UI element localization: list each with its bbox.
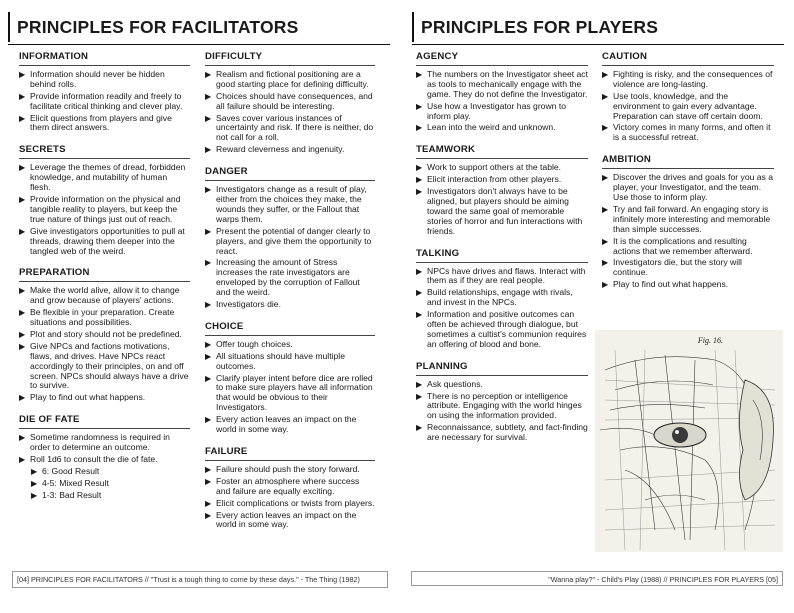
- bullet-icon: ▶: [416, 187, 423, 197]
- bullet-item: [205, 145, 375, 155]
- bullet-text: 4-5: Mixed Result: [42, 477, 109, 488]
- bullet-text: Foster an atmosphere where success and failure are equally exciting.: [216, 475, 360, 496]
- bullet-icon: ▶: [19, 308, 26, 318]
- bullet-text: 1-3: Bad Result: [42, 489, 102, 500]
- bullet-icon: ▶: [416, 175, 423, 185]
- bullet-item: [416, 187, 588, 237]
- bullet-text: Victory comes in many forms, and often it is a successful retreat.: [613, 122, 771, 143]
- bullet-item: [205, 227, 375, 257]
- bullet-text: Give investigators opportunities to pull at threads, drawing them deeper into the tangled web of the weird.: [30, 225, 185, 256]
- section-title: CHOICE: [205, 317, 375, 336]
- bullet-icon: ▶: [205, 464, 212, 474]
- bullet-item: [205, 70, 375, 90]
- bullet-icon: ▶: [19, 113, 26, 123]
- sub-bullet-item: [31, 467, 190, 477]
- bullet-item: [205, 185, 375, 225]
- section-title: PLANNING: [416, 357, 588, 376]
- bullet-text: Build relationships, engage with rivals, and invest in the NPCs.: [427, 287, 573, 308]
- bullet-text: Leverage the themes of dread, forbidden knowledge, and mutability of human flesh.: [30, 162, 186, 193]
- bullet-icon: ▶: [19, 91, 26, 101]
- bullet-item: [602, 70, 774, 90]
- section: [205, 162, 375, 310]
- section-title: DIFFICULTY: [205, 47, 375, 66]
- bullet-item: [416, 123, 588, 133]
- bullet-icon: ▶: [602, 280, 609, 290]
- bullet-text: Use tools, knowledge, and the environment to gain every advantage. Preparation can stave off certain doom.: [613, 90, 763, 121]
- bullet-icon: ▶: [416, 423, 423, 433]
- bullet-item: [19, 455, 190, 465]
- bullet-item: [416, 163, 588, 173]
- bullet-item: [602, 237, 774, 257]
- title-rule: [8, 44, 390, 45]
- bullet-icon: ▶: [19, 226, 26, 236]
- bullet-icon: ▶: [19, 341, 26, 351]
- bullet-text: Provide information readily and freely to facilitate critical thinking and clever play.: [30, 90, 183, 111]
- bullet-icon: ▶: [602, 258, 609, 268]
- bullet-icon: ▶: [19, 455, 26, 464]
- bullet-text: All situations should have multiple outcomes.: [216, 350, 345, 371]
- section-title: INFORMATION: [19, 47, 190, 66]
- bullet-icon: ▶: [205, 226, 212, 236]
- figure-label: Fig. 16.: [697, 336, 723, 345]
- bullet-icon: ▶: [19, 163, 26, 173]
- section: [19, 140, 190, 256]
- bullet-item: [416, 423, 588, 443]
- bullet-text: Clarify player intent before dice are rolled to make sure players have all information that would be obvious to their Investigators.: [216, 372, 373, 413]
- bullet-icon: ▶: [416, 379, 423, 389]
- sub-bullet-item: [31, 491, 190, 501]
- bullet-text: Failure should push the story forward.: [216, 463, 360, 474]
- bullet-text: Use how a Investigator has grown to inform play.: [427, 100, 567, 121]
- bullet-text: Provide information on the physical and tangible reality to players, but keep the true nature of things just out of reach.: [30, 193, 181, 224]
- bullet-icon: ▶: [19, 194, 26, 204]
- section-title: TEAMWORK: [416, 140, 588, 159]
- bullet-item: [19, 92, 190, 112]
- bullet-icon: ▶: [19, 393, 26, 403]
- bullet-item: [19, 227, 190, 257]
- bullet-text: Every action leaves an impact on the world in some way.: [216, 414, 357, 435]
- bullet-text: Realism and fictional positioning are a good starting place for defining difficulty.: [216, 68, 369, 89]
- section: [416, 244, 588, 350]
- bullet-icon: ▶: [205, 69, 212, 79]
- bullet-icon: ▶: [416, 123, 423, 133]
- section: [19, 47, 190, 133]
- sub-bullet-item: [31, 479, 190, 489]
- bullet-icon: ▶: [19, 286, 26, 296]
- bullet-text: Information should never be hidden behind rolls.: [30, 68, 165, 89]
- bullet-item: [416, 175, 588, 185]
- bullet-text: There is no perception or intelligence attribute. Engaging with the world hinges on using the information provided.: [427, 390, 582, 421]
- section-title: FAILURE: [205, 442, 375, 461]
- bullet-item: [19, 114, 190, 134]
- bullet-text: Information and positive outcomes can often be achieved through dialogue, but sometimes a cultist's communion requires an offering of blood and bone.: [427, 309, 587, 349]
- section-title: TALKING: [416, 244, 588, 263]
- bullet-text: NPCs have drives and flaws. Interact with them as if they are real people.: [427, 265, 586, 286]
- bullet-icon: ▶: [19, 329, 26, 339]
- section: [602, 150, 774, 290]
- bullet-text: Roll 1d6 to consult the die of fate.: [30, 454, 158, 464]
- page-footer: "Wanna play?" - Child's Play (1988) // PRINCIPLES FOR PLAYERS [05]: [411, 571, 783, 586]
- bullet-item: [205, 374, 375, 414]
- section: [205, 47, 375, 155]
- bullet-icon: ▶: [602, 123, 609, 133]
- bullet-item: [19, 342, 190, 392]
- bullet-icon: ▶: [602, 204, 609, 214]
- right-column-2: [602, 47, 774, 297]
- bullet-item: [602, 280, 774, 290]
- bullet-item: [19, 163, 190, 193]
- bullet-text: The numbers on the Investigator sheet act as tools to mechanically engage with the game. They do not define the Investigator.: [427, 68, 588, 99]
- bullet-text: Fighting is risky, and the consequences of violence are long-lasting.: [613, 68, 773, 89]
- bullet-text: Investigators die, but the story will continue.: [613, 257, 742, 278]
- bullet-icon: ▶: [205, 258, 212, 268]
- bullet-icon: ▶: [205, 351, 212, 361]
- bullet-text: Discover the drives and goals for you as a player, your Investigator, and the team. Use those to inform play.: [613, 172, 774, 202]
- bullet-text: Play to find out what happens.: [613, 279, 729, 290]
- bullet-item: [19, 286, 190, 306]
- bullet-item: [205, 114, 375, 144]
- bullet-icon: ▶: [205, 339, 212, 349]
- bullet-text: Every action leaves an impact on the world in some way.: [216, 509, 357, 530]
- bullet-text: Plot and story should not be predefined.: [30, 328, 182, 339]
- bullet-item: [602, 92, 774, 122]
- face-dissection-drawing: [595, 330, 783, 552]
- left-column-1: [19, 47, 190, 508]
- right-column-1: [416, 47, 588, 450]
- bullet-icon: ▶: [416, 288, 423, 298]
- bullet-item: [602, 173, 774, 203]
- section-title: AGENCY: [416, 47, 588, 66]
- title-rule: [412, 44, 784, 45]
- bullet-item: [19, 308, 190, 328]
- bullet-item: [19, 70, 190, 90]
- bullet-icon: ▶: [205, 415, 212, 425]
- bullet-icon: ▶: [416, 101, 423, 111]
- bullet-icon: ▶: [205, 373, 212, 383]
- bullet-text: Elicit interaction from other players.: [427, 174, 562, 185]
- bullet-item: [205, 92, 375, 112]
- section-title: DANGER: [205, 162, 375, 181]
- bullet-item: [416, 70, 588, 100]
- section: [19, 410, 190, 500]
- bullet-item: [416, 288, 588, 308]
- bullet-icon: ▶: [205, 510, 212, 520]
- bullet-icon: ▶: [205, 300, 212, 310]
- section-title: AMBITION: [602, 150, 774, 169]
- bullet-item: [602, 205, 774, 235]
- bullet-item: [205, 300, 375, 310]
- bullet-text: Increasing the amount of Stress increases the rate investigators are enveloped by the corruption of Fallout and the weird.: [216, 257, 360, 298]
- bullet-text: Sometime randomness is required in order to determine an outcome.: [30, 432, 170, 453]
- bullet-icon: ▶: [205, 91, 212, 101]
- bullet-icon: ▶: [31, 490, 38, 500]
- bullet-item: [602, 258, 774, 278]
- bullet-icon: ▶: [602, 236, 609, 246]
- bullet-item: [19, 330, 190, 340]
- bullet-item: [205, 465, 375, 475]
- bullet-icon: ▶: [602, 91, 609, 101]
- bullet-text: Reconnaissance, subtlety, and fact-finding are necessary for survival.: [427, 422, 588, 443]
- bullet-item: [416, 267, 588, 287]
- bullet-text: Elicit complications or twists from players.: [216, 497, 375, 508]
- left-column-2: [205, 47, 375, 537]
- bullet-icon: ▶: [602, 173, 609, 183]
- bullet-text: Give NPCs and factions motivations, flaws, and drives. Have NPCs react accordingly to their principles, on and off screen. NPCs should always have a drive to survive.: [30, 340, 189, 391]
- bullet-text: It is the complications and resulting actions that we remember afterward.: [613, 235, 753, 256]
- bullet-text: Try and fail forward. An engaging story is infinitely more interesting and memorable than simple successes.: [613, 203, 771, 234]
- bullet-icon: ▶: [31, 466, 38, 476]
- bullet-text: Elicit questions from players and give them direct answers.: [30, 112, 172, 133]
- bullet-item: [416, 310, 588, 350]
- bullet-icon: ▶: [205, 145, 212, 155]
- section-title: PREPARATION: [19, 263, 190, 282]
- bullet-text: Reward cleverness and ingenuity.: [216, 144, 345, 155]
- bullet-text: 6: Good Result: [42, 465, 100, 476]
- bullet-icon: ▶: [416, 310, 423, 320]
- bullet-icon: ▶: [205, 498, 212, 508]
- anatomical-illustration: [595, 330, 783, 552]
- bullet-item: [19, 195, 190, 225]
- section: [205, 442, 375, 530]
- bullet-text: Present the potential of danger clearly to players, and give them the opportunity to react.: [216, 225, 372, 256]
- bullet-icon: ▶: [19, 433, 26, 443]
- bullet-item: [205, 511, 375, 531]
- bullet-item: [205, 477, 375, 497]
- bullet-icon: ▶: [602, 69, 609, 79]
- bullet-item: [602, 123, 774, 143]
- bullet-item: [416, 102, 588, 122]
- bullet-icon: ▶: [205, 185, 212, 195]
- bullet-text: Ask questions.: [427, 378, 483, 389]
- bullet-text: Saves cover various instances of uncertainty and risk. If there is neither, do not call for a roll.: [216, 112, 374, 143]
- bullet-icon: ▶: [31, 478, 38, 488]
- section-title: SECRETS: [19, 140, 190, 159]
- bullet-icon: ▶: [205, 476, 212, 486]
- bullet-text: Be flexible in your preparation. Create situations and possibilities.: [30, 307, 175, 328]
- bullet-text: Investigators die.: [216, 299, 281, 310]
- bullet-icon: ▶: [416, 163, 423, 173]
- section-title: CAUTION: [602, 47, 774, 66]
- bullet-item: [416, 392, 588, 422]
- page-title: PRINCIPLES FOR FACILITATORS: [8, 12, 299, 42]
- bullet-item: [205, 499, 375, 509]
- bullet-icon: ▶: [205, 113, 212, 123]
- section: [602, 47, 774, 143]
- bullet-icon: ▶: [19, 69, 26, 79]
- bullet-icon: ▶: [416, 69, 423, 79]
- bullet-text: Choices should have consequences, and all failure should be interesting.: [216, 90, 373, 111]
- bullet-item: [205, 340, 375, 350]
- page-title: PRINCIPLES FOR PLAYERS: [412, 12, 658, 42]
- bullet-item: [19, 393, 190, 403]
- bullet-text: Make the world alive, allow it to change and grow because of players' actions.: [30, 285, 180, 306]
- bullet-icon: ▶: [416, 391, 423, 401]
- page-footer: [04] PRINCIPLES FOR FACILITATORS // "Trust is a tough thing to come by these days." - The Thing (1982): [12, 571, 388, 588]
- bullet-text: Offer tough choices.: [216, 338, 293, 349]
- section: [416, 47, 588, 133]
- bullet-text: Investigators change as a result of play, either from the choices they make, the wounds they suffer, or the Fallout that warps them.: [216, 184, 367, 224]
- section: [416, 357, 588, 443]
- bullet-item: [205, 352, 375, 372]
- bullet-icon: ▶: [416, 266, 423, 276]
- bullet-item: [416, 380, 588, 390]
- bullet-item: [205, 258, 375, 298]
- section-title: DIE OF FATE: [19, 410, 190, 429]
- bullet-text: Play to find out what happens.: [30, 392, 146, 403]
- section: [19, 263, 190, 403]
- bullet-text: Work to support others at the table.: [427, 162, 562, 173]
- bullet-item: [19, 433, 190, 453]
- section: [416, 140, 588, 236]
- bullet-text: Investigators don't always have to be aligned, but players should be aiming toward the same goal of memorable stories of horror and fun interactions with friends.: [427, 186, 583, 236]
- bullet-text: Lean into the weird and unknown.: [427, 122, 556, 133]
- right-page: [397, 0, 794, 613]
- section: [205, 317, 375, 435]
- bullet-item: [205, 415, 375, 435]
